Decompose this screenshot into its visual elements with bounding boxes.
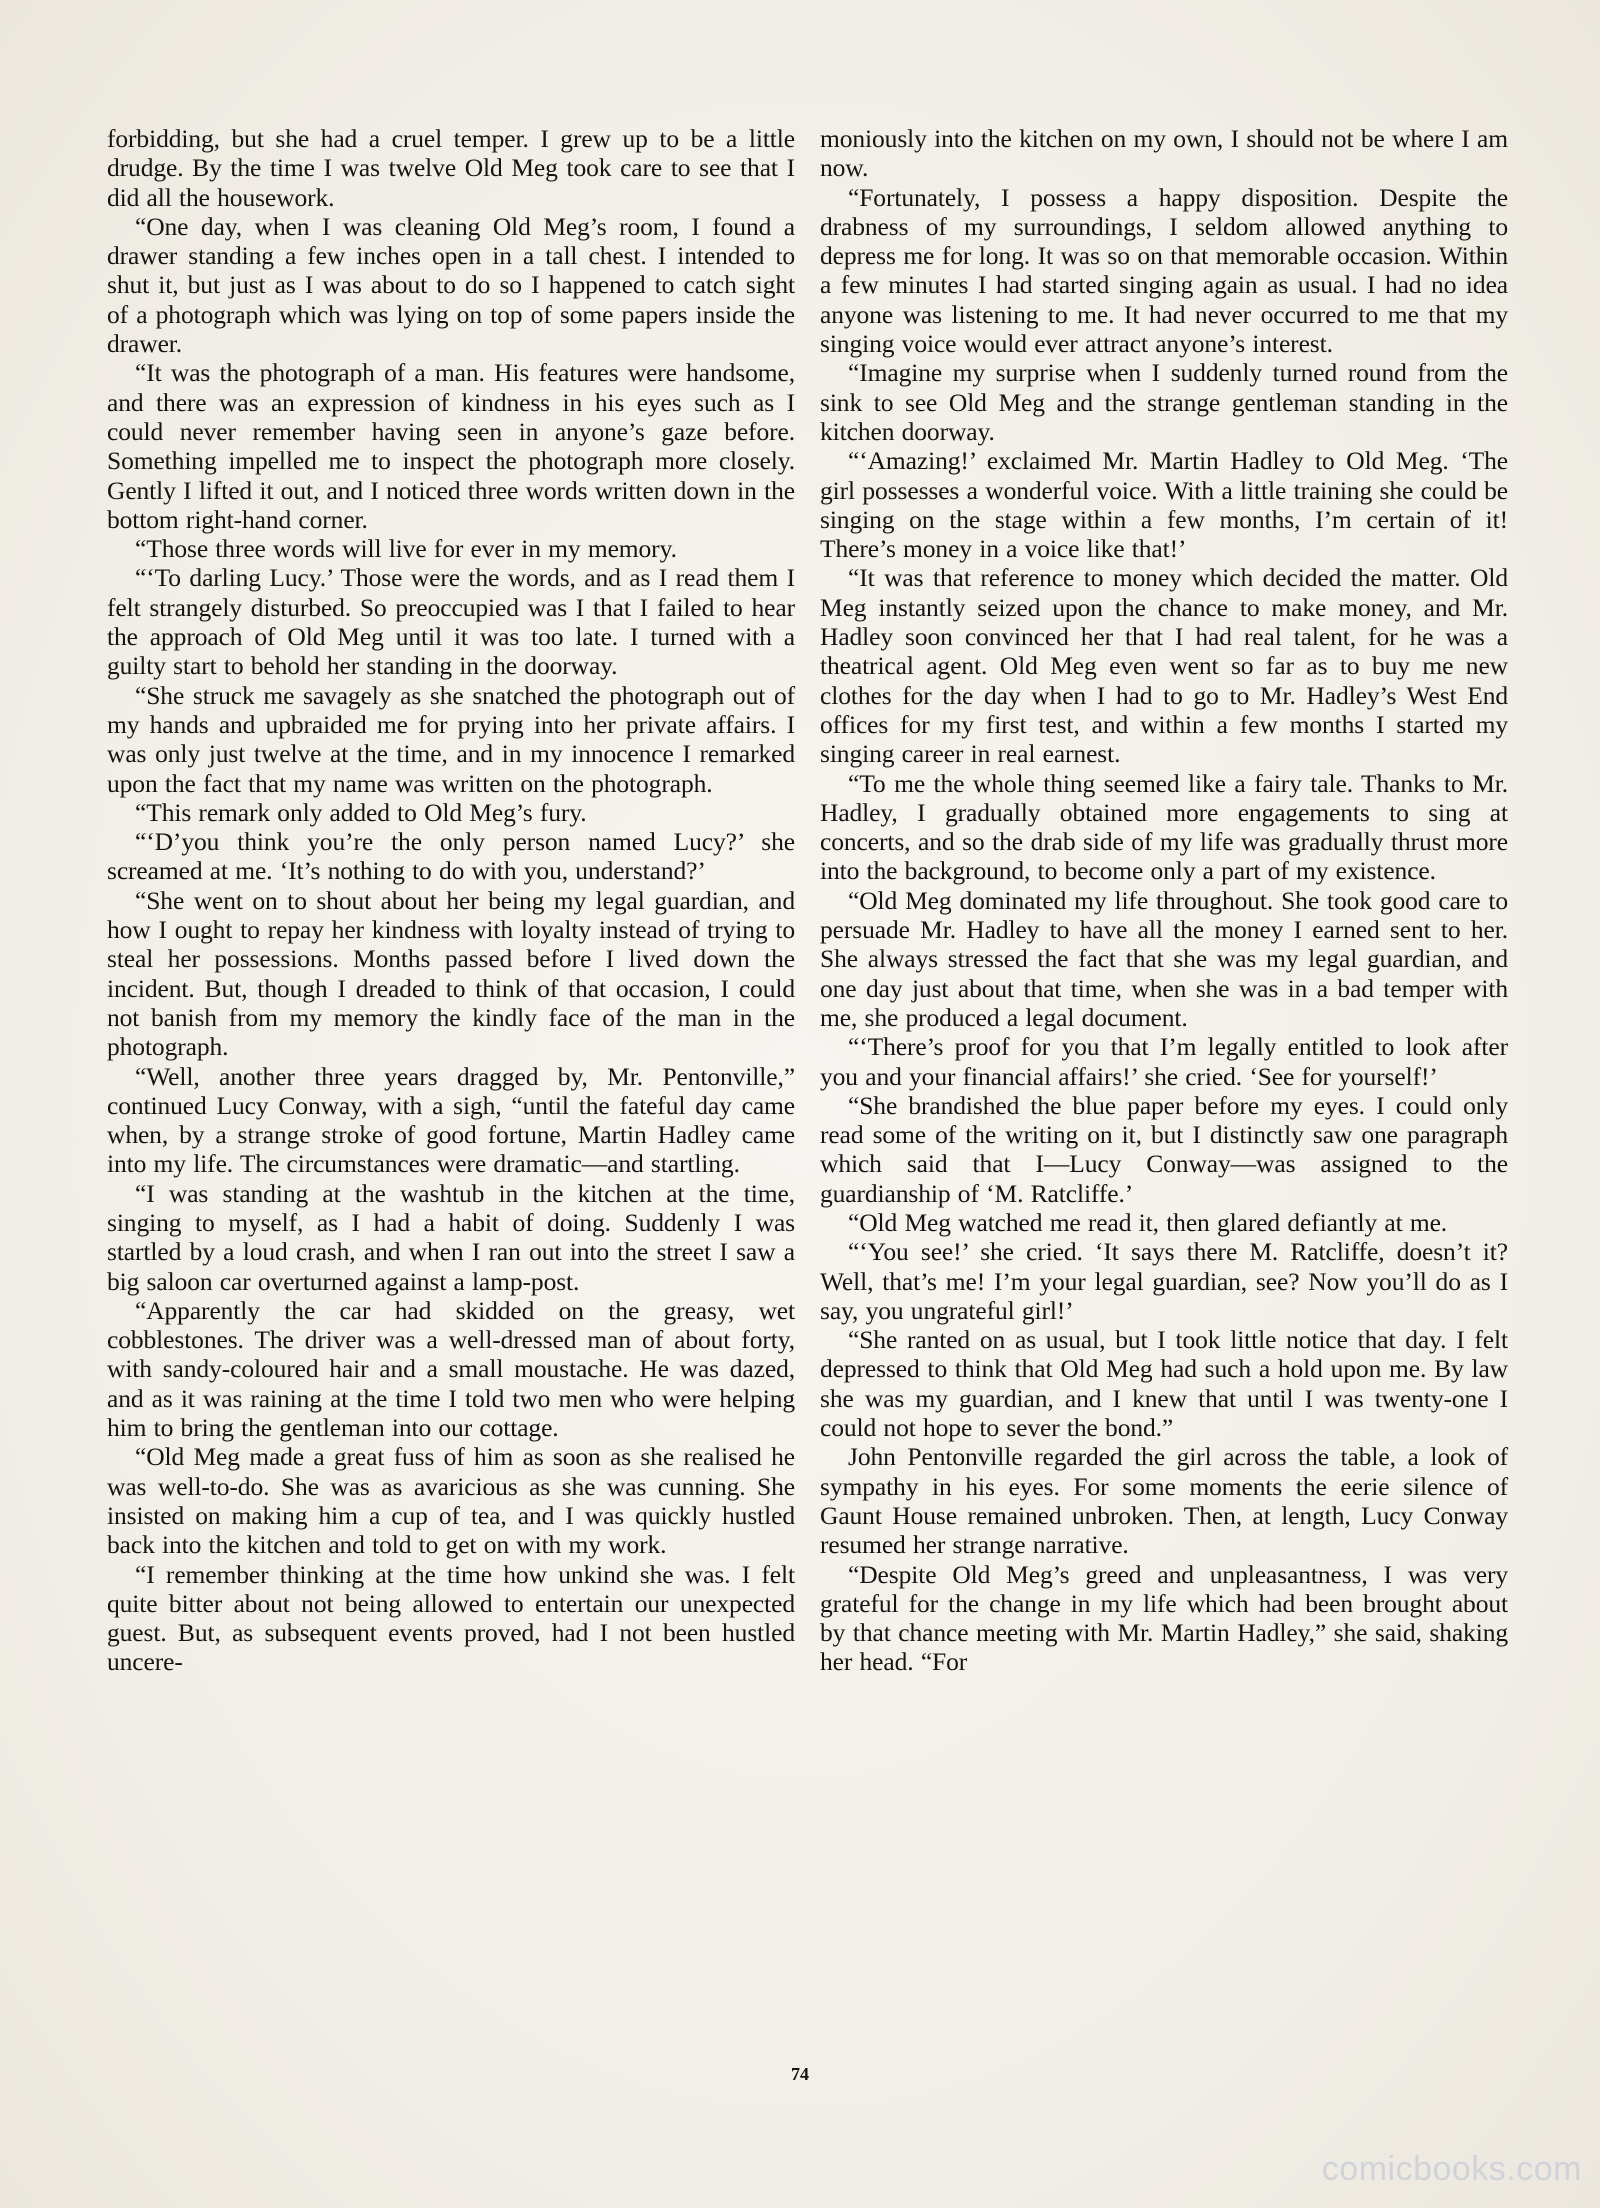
paragraph: “‘There’s proof for you that I’m legally entitled to look after you and your financial affairs!’ she cried. ‘See for yourself!’ (820, 1032, 1508, 1091)
paragraph: “‘D’you think you’re the only person named Lucy?’ she screamed at me. ‘It’s nothing to do with you, understand?’ (107, 827, 795, 886)
paragraph: “Fortunately, I possess a happy disposition. Despite the drabness of my surroundings, I seldom allowed anything to depress me for long. It was so on that memorable occasion. Within a few minutes I had started singing again as usual. I had no idea anyone was listening to me. It had never occurred to me that my singing voice would ever attract anyone’s interest. (820, 182, 1508, 359)
right-text-column (820, 124, 1508, 1677)
paragraph: “Those three words will live for ever in my memory. (135, 534, 677, 564)
paragraph: “This remark only added to Old Meg’s fury. (135, 797, 587, 827)
paragraph: “‘Amazing!’ exclaimed Mr. Martin Hadley to Old Meg. ‘The girl possesses a wonderful voice. With a little training she could be singing on the stage within a few months, I’m certain of it! There’s money in a voice like that!’ (820, 446, 1508, 564)
paragraph: “She brandished the blue paper before my eyes. I could only read some of the writing on it, but I distinctly saw one paragraph which said that I—Lucy Conway—was assigned to the guardianship of ‘M. Ratcliffe.’ (820, 1090, 1508, 1208)
paragraph: “Imagine my surprise when I suddenly turned round from the sink to see Old Meg and the strange gentleman standing in the kitchen doorway. (820, 358, 1508, 446)
paragraph: forbidding, but she had a cruel temper. I grew up to be a little drudge. By the time I was twelve Old Meg took care to see that I did all the housework. (107, 124, 795, 212)
paragraph: “She went on to shout about her being my legal guardian, and how I ought to repay her kindness with loyalty instead of trying to steal her possessions. Months passed before I lived down the incident. But, though I dreaded to think of that occasion, I could not banish from my memory the kindly face of the man in the photograph. (107, 885, 795, 1062)
paragraph: John Pentonville regarded the girl across the table, a look of sympathy in his eyes. For some moments the eerie silence of Gaunt House remained unbroken. Then, at length, Lucy Conway resumed her strange narrative. (820, 1442, 1508, 1560)
paragraph: “Well, another three years dragged by, Mr. Pentonville,” continued Lucy Conway, with a sigh, “until the fateful day came when, by a strange stroke of good fortune, Martin Hadley came into my life. The circumstances were dramatic—and startling. (107, 1061, 795, 1179)
paragraph: “I was standing at the washtub in the kitchen at the time, singing to myself, as I had a habit of doing. Suddenly I was startled by a loud crash, and when I ran out into the street I saw a big saloon car overturned against a lamp-post. (107, 1178, 795, 1296)
paragraph: “It was that reference to money which decided the matter. Old Meg instantly seized upon the chance to make money, and Mr. Hadley soon convinced her that I had real talent, for he was a theatrical agent. Old Meg even went so far as to buy me new clothes for the day when I had to go to Mr. Hadley’s West End offices for my first test, and within a few months I started my singing career in real earnest. (820, 563, 1508, 769)
watermark: comicbooks.com (1321, 2150, 1582, 2188)
paragraph: “She ranted on as usual, but I took little notice that day. I felt depressed to think that Old Meg had such a hold upon me. By law she was my guardian, and I knew that until I was twenty-one I could not hope to sever the bond.” (820, 1325, 1508, 1443)
left-text-column (107, 124, 795, 1677)
paragraph: “One day, when I was cleaning Old Meg’s room, I found a drawer standing a few inches open in a tall chest. I intended to shut it, but just as I was about to do so I happened to catch sight of a photograph which was lying on top of some papers inside the drawer. (107, 211, 795, 359)
paragraph: “It was the photograph of a man. His features were handsome, and there was an expression of kindness in his eyes such as I could never remember having seen in anyone’s gaze before. Something impelled me to inspect the photograph more closely. Gently I lifted it out, and I noticed three words written down in the bottom right-hand corner. (107, 358, 795, 534)
paragraph: “She struck me savagely as she snatched the photograph out of my hands and upbraided me for prying into her private affairs. I was only just twelve at the time, and in my innocence I remarked upon the fact that my name was written on the photograph. (107, 680, 795, 798)
paragraph: “I remember thinking at the time how unkind she was. I felt quite bitter about not being allowed to entertain our unexpected guest. But, as subsequent events proved, had I not been hustled uncere- (107, 1559, 795, 1677)
paragraph: “Old Meg dominated my life throughout. She took good care to persuade Mr. Hadley to have all the money I earned sent to her. She always stressed the fact that she was my legal guardian, and one day just about that time, when she was in a bad temper with me, she produced a legal document. (820, 885, 1508, 1032)
paragraph: “To me the whole thing seemed like a fairy tale. Thanks to Mr. Hadley, I gradually obtained more engagements to sing at concerts, and so the drab side of my life was gradually thrust more into the background, to become only a part of my existence. (820, 768, 1508, 886)
paragraph: moniously into the kitchen on my own, I should not be where I am now. (820, 124, 1508, 183)
paragraph: “‘You see!’ she cried. ‘It says there M. Ratcliffe, doesn’t it? Well, that’s me! I’m your legal guardian, see? Now you’ll do as I say, you ungrateful girl!’ (820, 1237, 1508, 1325)
paragraph: “‘To darling Lucy.’ Those were the words, and as I read them I felt strangely disturbed. So preoccupied was I that I failed to hear the approach of Old Meg until it was too late. I turned with a guilty start to behold her standing in the doorway. (107, 563, 795, 681)
paragraph: “Despite Old Meg’s greed and unpleasantness, I was very grateful for the change in my life which had been brought about by that chance meeting with Mr. Martin Hadley,” she said, shaking her head. “For (820, 1559, 1508, 1677)
paragraph: “Apparently the car had skidded on the greasy, wet cobblestones. The driver was a well-dressed man of about forty, with sandy-coloured hair and a small moustache. He was dazed, and as it was raining at the time I told two men who were helping him to bring the gentleman into our cottage. (107, 1295, 795, 1443)
paragraph: “Old Meg watched me read it, then glared defiantly at me. (848, 1207, 1448, 1237)
page-number: 74 (791, 2064, 809, 2084)
paragraph: “Old Meg made a great fuss of him as soon as she realised he was well-to-do. She was as avaricious as she was cunning. She insisted on making him a cup of tea, and I was quickly hustled back into the kitchen and told to get on with my work. (107, 1442, 795, 1560)
